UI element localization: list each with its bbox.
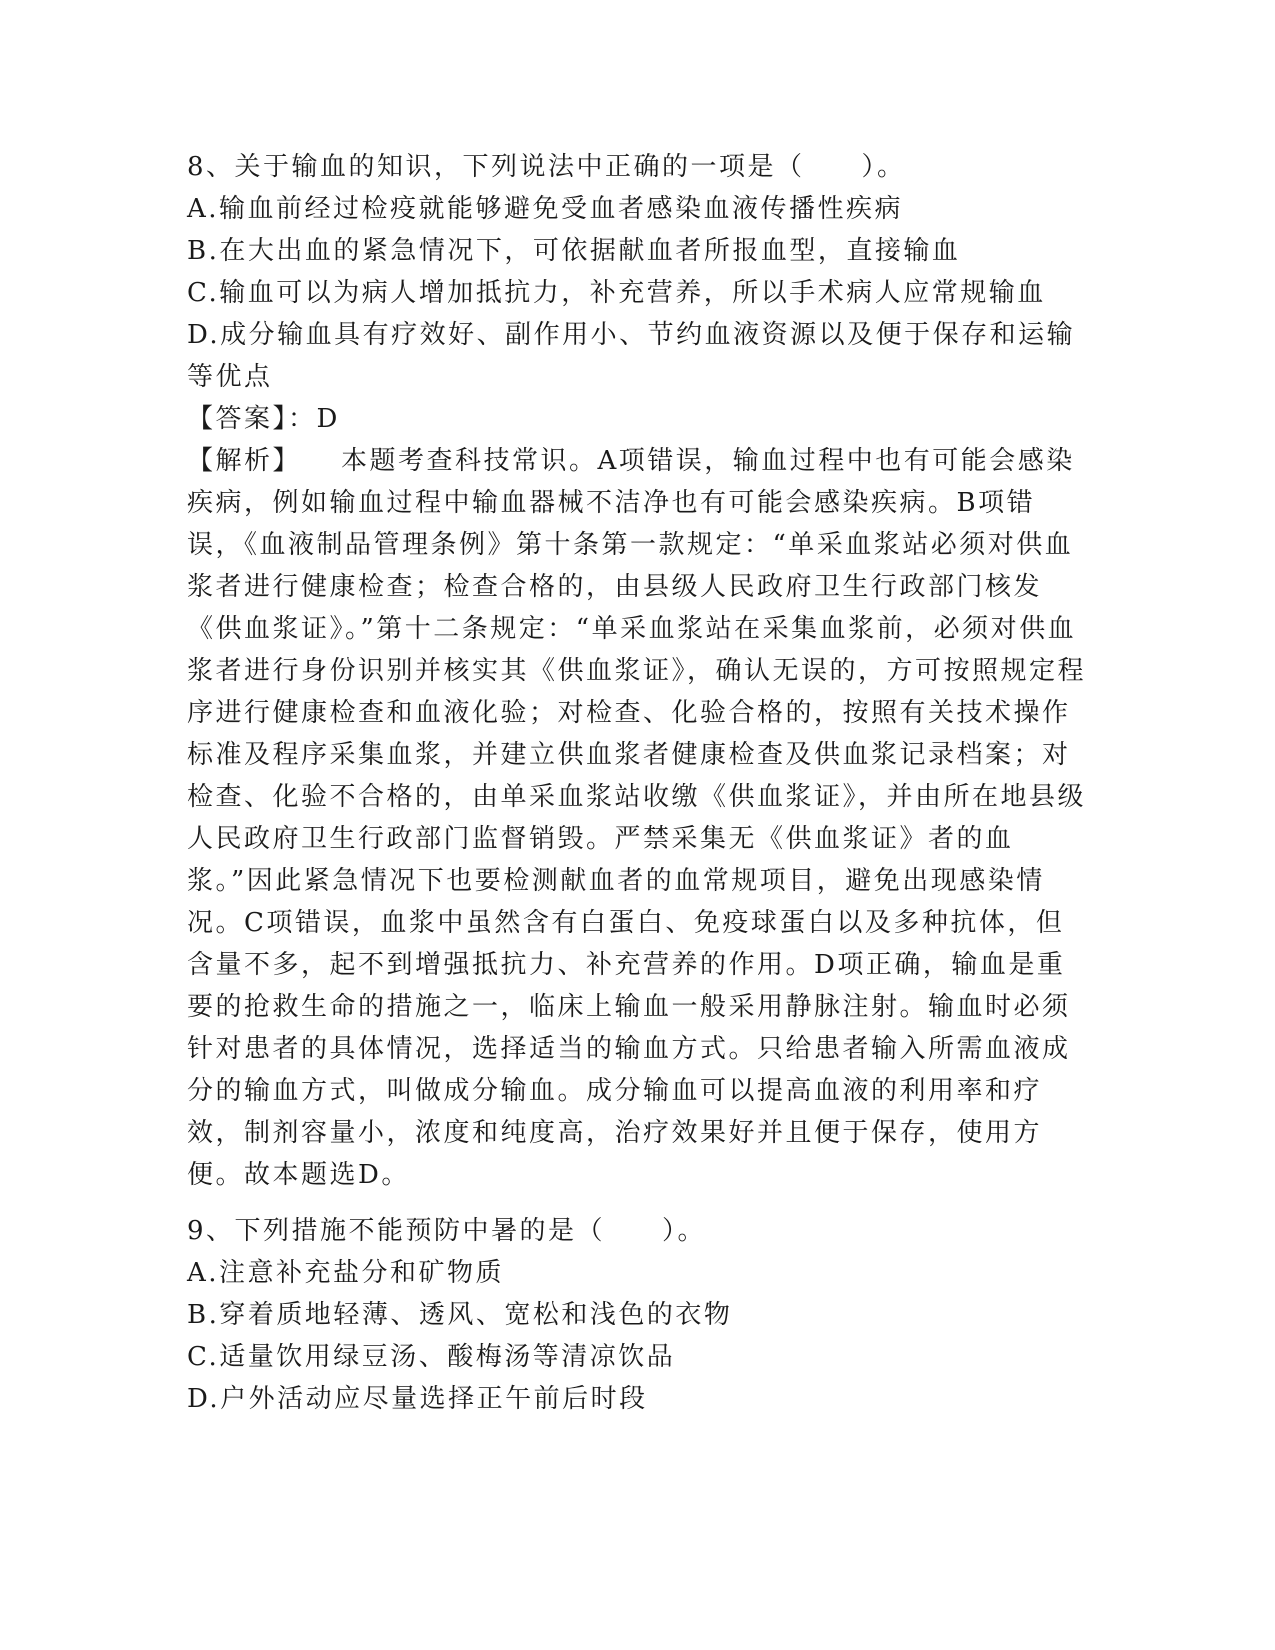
document-content <box>187 146 1087 1420</box>
analysis-paragraph <box>187 440 1087 1196</box>
option-d: D.户外活动应尽量选择正午前后时段 <box>187 1384 648 1414</box>
option-c: C.输血可以为病人增加抵抗力，补充营养，所以手术病人应常规输血 <box>187 278 1046 308</box>
analysis-text: 本题考查科技常识。A项错误，输血过程中也有可能会感染疾病，例如输血过程中输血器械不洁净也有可能会感染疾病。B项错误，《血液制品管理条例》第十条第一款规定：“单采血浆站必须对供血浆者进行健康检查；检查合格的，由县级人民政府卫生行政部门核发《供血浆证》。”第十二条规定：“单采血浆站在采集血浆前，必须对供血浆者进行身份识别并核实其《供血浆证》，确认无误的，方可按照规定程序进行健康检查和血液化验；对检查、化验合格的，按照有关技术操作标准及程序采集血浆，并建立供血浆者健康检查及供血浆记录档案；对检查、化验不合格的，由单采血浆站收缴《供血浆证》，并由所在地县级人民政府卫生行政部门监督销毁。严禁采集无《供血浆证》者的血浆。”因此紧急情况下也要检测献血者的血常规项目，避免出现感染情况。C项错误，血浆中虽然含有白蛋白、免疫球蛋白以及多种抗体，但含量不多，起不到增强抵抗力、补充营养的作用。D项正确，输血是重要的抢救生命的措施之一，临床上输血一般采用静脉注射。输血时必须针对患者的具体情况，选择适当的输血方式。只给患者输入所需血液成分的输血方式，叫做成分输血。成分输血可以提高血液的利用率和疗效，制剂容量小，浓度和纯度高，治疗效果好并且便于保存，使用方便。故本题选D。 <box>187 446 1087 1190</box>
question-8 <box>187 146 1087 1196</box>
analysis-label: 【解析】 <box>187 446 302 476</box>
option-b: B.穿着质地轻薄、透风、宽松和浅色的衣物 <box>187 1300 733 1330</box>
option-d: D.成分输血具有疗效好、副作用小、节约血液资源以及便于保存和运输等优点 <box>187 320 1076 392</box>
option-a: A.注意补充盐分和矿物质 <box>187 1258 505 1288</box>
question-9 <box>187 1210 1087 1420</box>
question-stem: 8、关于输血的知识，下列说法中正确的一项是（ ）。 <box>187 152 906 182</box>
question-stem: 9、下列措施不能预防中暑的是（ ）。 <box>187 1216 707 1246</box>
option-a: A.输血前经过检疫就能够避免受血者感染血液传播性疾病 <box>187 194 904 224</box>
option-c: C.适量饮用绿豆汤、酸梅汤等清凉饮品 <box>187 1342 676 1372</box>
answer-line: 【答案】：D <box>187 404 340 434</box>
option-b: B.在大出血的紧急情况下，可依据献血者所报血型，直接输血 <box>187 236 961 266</box>
